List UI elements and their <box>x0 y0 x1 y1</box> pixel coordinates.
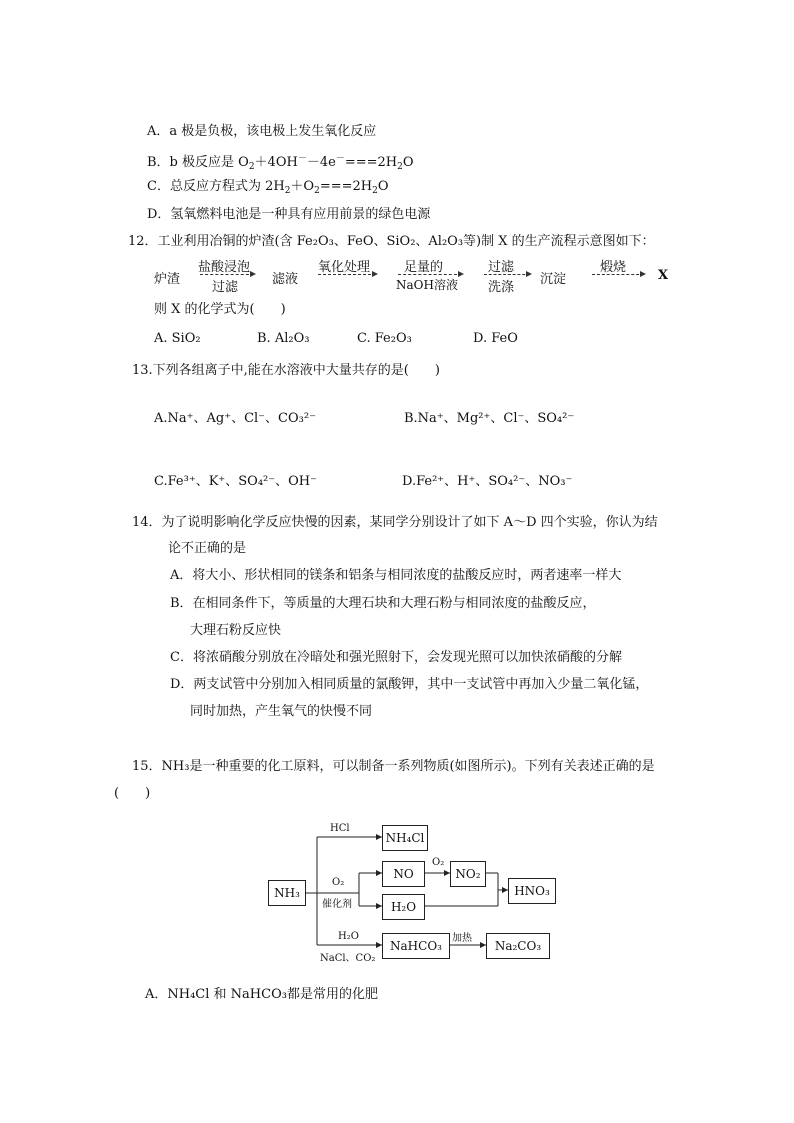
q14-stem-line1: 14．为了说明影响化学反应快慢的因素，某同学分别设计了如下 A～D 四个实验，你认为结 <box>132 515 658 530</box>
flow-step4-bottom: 洗涤 <box>488 280 515 295</box>
flow-step4-top: 过滤 <box>488 260 515 275</box>
q12-option-c: C. Fe₂O₃ <box>357 331 412 346</box>
flow-step2-top: 氧化处理 <box>318 260 371 275</box>
label-hcl: HCl <box>330 823 350 834</box>
box-na2co3: Na₂CO₃ <box>486 933 550 959</box>
flow-node-slag: 炉渣 <box>154 272 181 287</box>
q14-option-b-line2: 大理石粉反应快 <box>190 623 282 638</box>
q15-nh3-diagram <box>262 813 562 973</box>
flow-step1-top: 盐酸浸泡 <box>198 260 251 275</box>
q12-flowchart <box>154 256 674 296</box>
q11-option-d: D．氢氧燃料电池是一种具有应用前景的绿色电源 <box>147 207 431 222</box>
q13-stem: 13.下列各组离子中,能在水溶液中大量共存的是( ) <box>132 363 440 378</box>
flow-arrow-1 <box>200 274 254 275</box>
flow-arrow-5 <box>592 274 644 275</box>
q13-option-d: D.Fe²⁺、H⁺、SO₄²⁻、NO₃⁻ <box>402 474 573 489</box>
q12-option-a: A. SiO₂ <box>154 331 201 346</box>
flow-node-precipitate: 沉淀 <box>540 272 567 287</box>
q15-stem: 15．NH₃是一种重要的化工原料，可以制备一系列物质(如图所示)。下列有关表述正确的是 <box>132 759 655 774</box>
flow-step5-top: 煅烧 <box>600 260 627 275</box>
q14-option-d-line2: 同时加热，产生氧气的快慢不同 <box>190 704 373 719</box>
q14-option-d-line1: D．两支试管中分别加入相同质量的氯酸钾，其中一支试管中再加入少量二氧化锰， <box>170 677 649 692</box>
q12-stem: 12．工业利用冶铜的炉渣(含 Fe₂O₃、FeO、SiO₂、Al₂O₃等)制 X 的生产流程示意图如下： <box>128 234 655 249</box>
label-catalyst: 催化剂 <box>322 899 352 910</box>
q15-option-a: A．NH₄Cl 和 NaHCO₃都是常用的化肥 <box>145 987 378 1002</box>
label-nacl-co2: NaCl、CO₂ <box>320 953 376 964</box>
q12-option-b: B. Al₂O₃ <box>257 331 310 346</box>
flow-step3-top: 足量的 <box>404 260 444 275</box>
q13-option-c: C.Fe³⁺、K⁺、SO₄²⁻、OH⁻ <box>154 474 317 489</box>
flow-arrow-2 <box>318 274 376 275</box>
box-nh4cl: NH₄Cl <box>382 825 428 851</box>
label-o2-second: O₂ <box>432 857 445 868</box>
box-no2: NO₂ <box>450 861 486 887</box>
q14-option-c: C．将浓硝酸分别放在冷暗处和强光照射下，会发现光照可以加快浓硝酸的分解 <box>170 650 622 665</box>
q11-option-a: A．a 极是负极，该电极上发生氧化反应 <box>147 124 377 139</box>
flow-node-filtrate: 滤液 <box>272 272 299 287</box>
label-h2o: H₂O <box>338 931 359 942</box>
q13-option-b: B.Na⁺、Mg²⁺、Cl⁻、SO₄²⁻ <box>404 411 575 426</box>
q14-option-b-line1: B．在相同条件下，等质量的大理石块和大理石粉与相同浓度的盐酸反应， <box>170 596 596 611</box>
q14-option-a: A．将大小、形状相同的镁条和铝条与相同浓度的盐酸反应时，两者速率一样大 <box>170 568 622 583</box>
box-nh3: NH₃ <box>268 880 306 906</box>
box-hno3: HNO₃ <box>508 878 556 904</box>
flow-step1-bottom: 过滤 <box>212 280 239 295</box>
q12-question: 则 X 的化学式为( ) <box>154 302 286 317</box>
q11-option-c: C．总反应方程式为 $2H_2+O_2===2H_2O$ <box>147 179 389 196</box>
q13-option-a: A.Na⁺、Ag⁺、Cl⁻、CO₃²⁻ <box>154 411 316 426</box>
box-h2o: H₂O <box>382 894 425 920</box>
q12-option-d: D. FeO <box>473 331 518 346</box>
box-no: NO <box>382 861 425 887</box>
q15-paren: ( ) <box>114 786 151 801</box>
q11-option-b: B．b 极反应是 $O_2+4OH^--4e^-===2H_2O$ <box>147 154 414 172</box>
box-nahco3: NaHCO₃ <box>382 933 450 959</box>
flow-node-x: X <box>658 268 669 283</box>
q14-stem-line2: 论不正确的是 <box>168 541 247 556</box>
label-o2: O₂ <box>332 877 345 888</box>
flow-step3-bottom: NaOH溶液 <box>396 278 458 292</box>
flow-arrow-3 <box>398 274 462 275</box>
label-heat: 加热 <box>452 933 472 944</box>
flow-arrow-4 <box>484 274 530 275</box>
